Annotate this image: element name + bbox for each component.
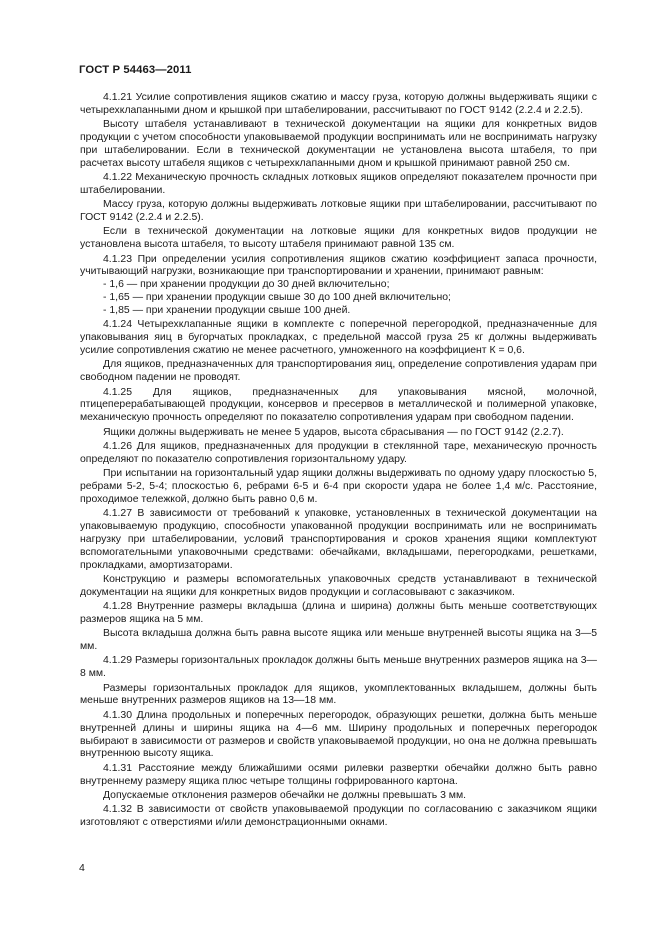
paragraph-4-1-32: 4.1.32 В зависимости от свойств упаковываемой продукции по согласованию с заказчиком ящики изготовляют с отверстиями и/или демонстрационными окнами. [80,804,597,829]
paragraph-4-1-29: 4.1.29 Размеры горизонтальных прокладок должны быть меньше внутренних размеров ящика на 3—8 мм. [80,655,597,680]
paragraph-4-1-30: 4.1.30 Длина продольных и поперечных перегородок, образующих решетки, должна быть меньше внутренней длины и ширины ящика на 4—6 мм. Ширину продольных и поперечных перегородок выбирают в зависимости от размеров и свойств упаковываемой продукции, но она не должна превышать внутреннюю высоту ящика. [80,709,597,760]
paragraph-4-1-23: 4.1.23 При определении усилия сопротивления ящиков сжатию коэффициент запаса прочности, учитывающий нагрузки, возникающие при транспортировании и хранении, принимают равным: [80,253,597,278]
paragraph-4-1-21: 4.1.21 Усилие сопротивления ящиков сжатию и массу груза, которую должны выдерживать ящики с четырехклапанными дном и крышкой при штабелировании, рассчитывают по ГОСТ 9142 (2.2.4 и 2.2.5). [80,92,597,116]
paragraph-4-1-31: 4.1.31 Расстояние между ближайшими осями рилевки развертки обечайки должно быть равно внутреннему размеру ящика плюс четыре толщины гофрированного картона. [80,762,597,787]
page-number: 4 [79,862,85,874]
list-item: - 1,65 — при хранении продукции свыше 30 до 100 дней включительно; [103,292,451,304]
paragraph-4-1-27: 4.1.27 В зависимости от требований к упаковке, установленных в технической документации на упаковываемую продукцию, способности упакованной продукции воспринимать или не воспринимать нагрузку при штабелировании, условий транспортирования и сроков хранения ящики комплектуют вспомогательными упаковочными средствами: обечайками, вкладышами, перегородками, решетками, прокладками, амортизаторами. [80,508,597,571]
paragraph: Массу груза, которую должны выдерживать лотковые ящики при штабелировании, рассчитывают по ГОСТ 9142 (2.2.4 и 2.2.5). [80,199,597,224]
paragraph: Конструкцию и размеры вспомогательных упаковочных средств устанавливают в технической документации на ящики для конкретных видов продукции и согласовывают с заказчиком. [80,573,597,598]
paragraph: Размеры горизонтальных прокладок для ящиков, укомплектованных вкладышем, должны быть меньше внутренних размеров ящиков на 13—18 мм. [80,682,597,707]
paragraph: Высота вкладыша должна быть равна высоте ящика или меньше внутренней высоты ящика на 3—5 мм. [80,628,597,653]
paragraph: Ящики должны выдерживать не менее 5 ударов, высота сбрасывания — по ГОСТ 9142 (2.2.7). [103,426,564,438]
paragraph: Допускаемые отклонения размеров обечайки не должны превышать 3 мм. [103,789,467,801]
list-item: - 1,6 — при хранении продукции до 30 дней включительно; [103,279,390,291]
paragraph-4-1-22: 4.1.22 Механическую прочность складных лотковых ящиков определяют показателем прочности при штабелировании. [80,172,597,196]
list-item: - 1,85 — при хранении продукции свыше 100 дней. [103,305,351,316]
paragraph-4-1-28: 4.1.28 Внутренние размеры вкладыша (длина и ширина) должны быть меньше соответствующих размеров ящика на 5 мм. [80,601,597,625]
paragraph: Если в технической документации на лотковые ящики для конкретных видов продукции не установлена высота штабеля, то высоту штабеля принимают равной 135 см. [80,226,597,251]
paragraph-4-1-25: 4.1.25 Для ящиков, предназначенных для упаковывания мясной, молочной, птицеперерабатывающей продукции, консервов и пресервов в металлической и полимерной упаковке, механическую прочность определяют по показателю сопротивления ударам при свободном падении. [80,386,597,424]
document-body [80,92,597,830]
document-header: ГОСТ Р 54463—2011 [79,64,192,76]
paragraph-4-1-24: 4.1.24 Четырехклапанные ящики в комплекте с поперечной перегородкой, предназначенные для упаковывания яиц в бугорчатых прокладках, с предельной массой груза 25 кг должны выдерживать усилие сопротивления сжатию не менее расчетного, умноженного на коэффициент К = 0,6. [80,319,597,357]
paragraph-4-1-26: 4.1.26 Для ящиков, предназначенных для продукции в стеклянной таре, механическую прочность определяют по показателю сопротивления горизонтальному удару. [80,440,597,465]
paragraph: Для ящиков, предназначенных для транспортирования яиц, определение сопротивления ударам при свободном падении не проводят. [80,359,597,384]
paragraph: Высоту штабеля устанавливают в технической документации на ящики для конкретных видов продукции с учетом способности упаковываемой продукции воспринимать или не воспринимать нагрузку при штабелировании. Если в технической документации не установлена высота штабеля, то при расчетах высоту штабеля ящиков с четырехклапанными дном и крышкой принимают равной 250 см. [80,119,597,169]
paragraph: При испытании на горизонтальный удар ящики должны выдерживать по одному удару плоскостью 5, ребрами 5-2, 5-4; плоскостью 6, ребрами 6-5 и 6-4 при скорости удара не более 1,4 м/с. Расстояние, проходимое тележкой, должно быть равно 0,6 м. [80,468,597,505]
